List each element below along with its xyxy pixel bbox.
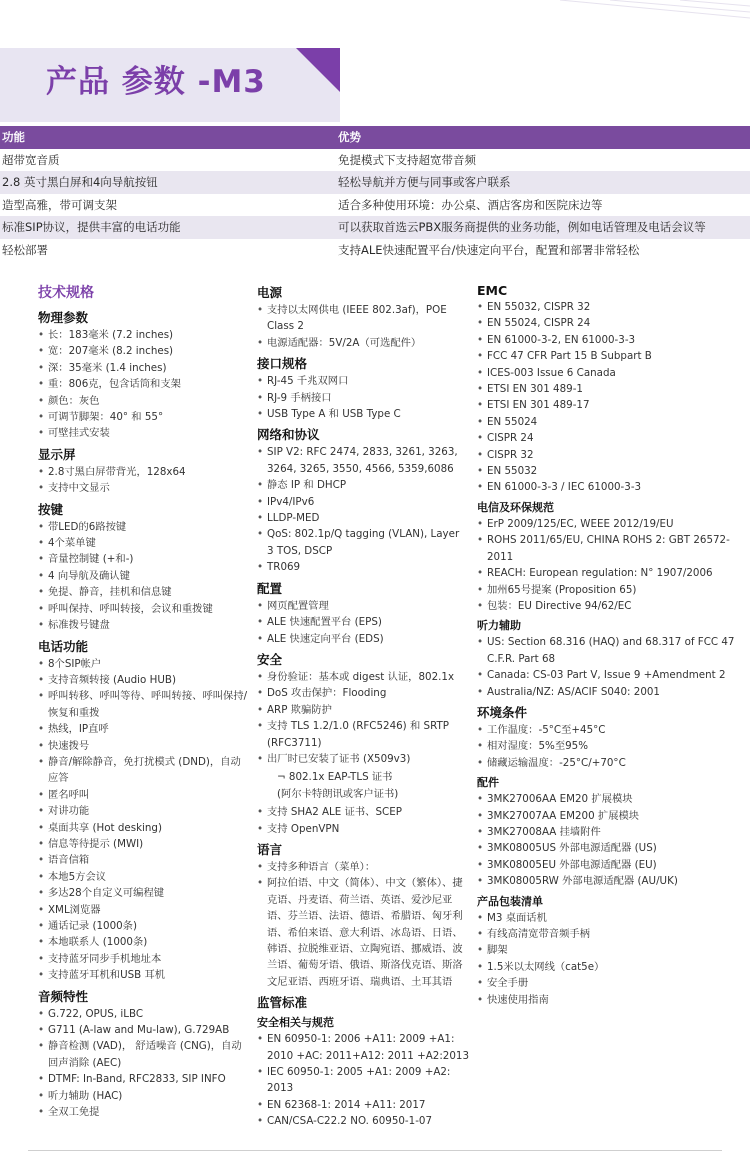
spec-item: • 带LED的6路按键 <box>38 519 248 535</box>
spec-item: • 身份验证：基本或 digest 认证，802.1x <box>257 669 469 685</box>
spec-item: • 3MK27008AA 挂墙附件 <box>477 824 747 840</box>
spec-item: • 重：806克，包含话筒和支架 <box>38 376 248 392</box>
spec-list <box>257 1031 469 1129</box>
spec-list <box>257 444 469 575</box>
spec-list <box>477 910 747 1008</box>
spec-item: • US: Section 68.316 (HAQ) and 68.317 of FCC 47 C.F.R. Part 68 <box>477 634 747 667</box>
spec-item: • 音量控制键 (+和-) <box>38 551 248 567</box>
spec-item: • 宽：207毫米 (8.2 inches) <box>38 343 248 359</box>
spec-item: • 支持蓝牙同步手机地址本 <box>38 951 248 967</box>
spec-list <box>477 634 747 700</box>
spec-item: • 匿名呼叫 <box>38 787 248 803</box>
spec-item: • 3MK08005EU 外部电源适配器 (EU) <box>477 857 747 873</box>
section-title: 物理参数 <box>38 310 89 325</box>
spec-item: • 阿拉伯语、中文（简体）、中文（繁体）、捷克语、丹麦语、荷兰语、英语、爱沙尼亚语、芬兰语、法语、德语、希腊语、匈牙利语、希伯来语、意大利语、冰岛语、日语、韩语、拉脱维亚语、立陶宛语、挪威语、波兰语、葡萄牙语、俄语、斯洛伐克语、斯洛文尼亚语、西班牙语、瑞典语、土耳其语 <box>257 875 469 990</box>
spec-item: • 3MK27006AA EM20 扩展模块 <box>477 791 747 807</box>
spec-item: • ARP 欺骗防护 <box>257 702 469 718</box>
section-title: 环境条件 <box>477 704 528 720</box>
spec-item: • 3MK08005RW 外部电源适配器 (AU/UK) <box>477 873 747 889</box>
spec-item: • 支持多种语言（菜单）： <box>257 859 469 875</box>
spec-item: • 全双工免提 <box>38 1104 248 1120</box>
spec-item: • EN 60950-1: 2006 +A11: 2009 +A1: 2010 +AC: 2011+A12: 2011 +A2:2013 <box>257 1031 469 1064</box>
spec-list <box>257 859 469 990</box>
spec-item: (阿尔卡特朗讯或客户证书) <box>277 787 399 800</box>
spec-item: ¬ 802.1x EAP-TLS 证书 <box>277 771 393 784</box>
header-benefit: 优势 <box>338 130 361 144</box>
section-title: 电话功能 <box>38 638 89 654</box>
spec-item: • 深：35毫米 (1.4 inches) <box>38 360 248 376</box>
spec-item: • 静态 IP 和 DHCP <box>257 477 469 493</box>
section-title: 显示屏 <box>38 446 76 462</box>
spec-item: • Australia/NZ: AS/ACIF S040: 2001 <box>477 684 747 700</box>
spec-item: • TR069 <box>257 559 469 575</box>
spec-list <box>38 519 248 634</box>
section-title: 监管标准 <box>257 995 308 1011</box>
spec-item: • 支持 OpenVPN <box>257 821 469 837</box>
benefit-cell: 可以获取首选云PBX服务商提供的业务功能，例如电话管理及电话会议等 <box>338 220 706 235</box>
spec-item: • 2.8寸黑白屏带背光，128x64 <box>38 464 248 480</box>
spec-item: • IPv4/IPv6 <box>257 494 469 510</box>
specs-column-2 <box>257 280 469 1132</box>
spec-item: • Canada: CS-03 Part V, Issue 9 +Amendment 2 <box>477 667 747 683</box>
spec-item: • 颜色：灰色 <box>38 393 248 409</box>
title-corner-decoration <box>296 48 340 92</box>
spec-item: • 相对湿度：5%至95% <box>477 738 747 754</box>
section-title: 配置 <box>257 580 283 596</box>
spec-item: • 信息等待提示 (MWI) <box>38 836 248 852</box>
spec-item: • 加州65号提案 (Proposition 65) <box>477 582 747 598</box>
spec-item: • 储藏运输温度：-25°C/+70°C <box>477 755 747 771</box>
bottom-divider <box>28 1150 722 1151</box>
table-row <box>0 171 750 194</box>
spec-item: • EN 55024, CISPR 24 <box>477 315 747 331</box>
spec-item: • 呼叫转移、呼叫等待、呼叫转接、呼叫保持/恢复和重拨 <box>38 688 248 721</box>
spec-item: • RJ-45 千兆双网口 <box>257 373 469 389</box>
spec-list <box>257 804 469 837</box>
spec-item: • XML浏览器 <box>38 902 248 918</box>
section-title: 音频特性 <box>38 988 89 1004</box>
section-title: 电源 <box>257 285 283 300</box>
spec-item: • 可壁挂式安装 <box>38 425 248 441</box>
spec-item: • 1.5米以太网线（cat5e） <box>477 959 747 975</box>
spec-item: • 4个菜单键 <box>38 535 248 551</box>
benefit-cell: 免提模式下支持超宽带音频 <box>338 152 476 167</box>
spec-item: • 出厂时已安装了证书 (X509v3) <box>257 751 469 767</box>
spec-item: • IEC 60950-1: 2005 +A1: 2009 +A2: 2013 <box>257 1064 469 1097</box>
spec-item: • 安全手册 <box>477 975 747 991</box>
spec-item: • 支持以太网供电 (IEEE 802.3af)，POE Class 2 <box>257 302 469 335</box>
spec-item: • 通话记录 (1000条) <box>38 918 248 934</box>
spec-list <box>257 598 469 647</box>
spec-item: • 本地5方会议 <box>38 869 248 885</box>
spec-item: • 热线，IP直呼 <box>38 721 248 737</box>
spec-item: • 脚架 <box>477 942 747 958</box>
spec-item: • FCC 47 CFR Part 15 B Subpart B <box>477 348 747 364</box>
header-feature: 功能 <box>2 130 25 144</box>
spec-item: • EN 55032 <box>477 463 747 479</box>
spec-list <box>257 769 469 802</box>
spec-item: • REACH: European regulation: N° 1907/2006 <box>477 565 747 581</box>
table-row <box>0 239 750 262</box>
specs-column-1 <box>38 280 248 1122</box>
benefit-cell: 适合多种使用环境：办公桌、酒店客房和医院床边等 <box>338 197 603 212</box>
spec-item: • EN 55032, CISPR 32 <box>477 299 747 315</box>
spec-item: • DTMF: In-Band, RFC2833, SIP INFO <box>38 1071 248 1087</box>
spec-list <box>257 302 469 351</box>
section-title: 网络和协议 <box>257 427 320 443</box>
spec-item: • 静音检测 (VAD)， 舒适噪音 (CNG)，自动回声消除 (AEC) <box>38 1038 248 1071</box>
spec-list <box>477 722 747 771</box>
spec-item: • 免提、静音，挂机和信息键 <box>38 584 248 600</box>
spec-item: • 3MK08005US 外部电源适配器 (US) <box>477 840 747 856</box>
spec-item: • QoS: 802.1p/Q tagging (VLAN), Layer 3 TOS, DSCP <box>257 526 469 559</box>
spec-list <box>477 516 747 614</box>
spec-list <box>38 327 248 442</box>
table-row <box>0 194 750 217</box>
spec-item: • USB Type A 和 USB Type C <box>257 406 469 422</box>
spec-item: • EN 62368-1: 2014 +A11: 2017 <box>257 1097 469 1113</box>
spec-item: • ALE 快速配置平台 (EPS) <box>257 614 469 630</box>
top-decoration-lines <box>0 0 750 48</box>
spec-item: • G.722, OPUS, iLBC <box>38 1006 248 1022</box>
spec-item: • 4 向导航及确认键 <box>38 568 248 584</box>
spec-item: • 有线高清宽带音频手柄 <box>477 926 747 942</box>
spec-item: • 支持中文显示 <box>38 480 248 496</box>
spec-list <box>38 1006 248 1121</box>
spec-item: • 工作温度：-5°C至+45°C <box>477 722 747 738</box>
specs-title: 技术规格 <box>38 285 94 301</box>
spec-item: • 本地联系人 (1000条) <box>38 934 248 950</box>
feature-cell: 标准SIP协议，提供丰富的电话功能 <box>2 220 181 235</box>
spec-item: • ROHS 2011/65/EU, CHINA ROHS 2: GBT 26572-2011 <box>477 532 747 565</box>
feature-cell: 超带宽音质 <box>2 152 60 167</box>
spec-item: • 多达28个自定义可编程键 <box>38 885 248 901</box>
spec-item: • RJ-9 手柄接口 <box>257 390 469 406</box>
section-title: EMC <box>477 283 508 298</box>
spec-item: • EN 55024 <box>477 414 747 430</box>
benefit-cell: 轻松导航并方便与同事或客户联系 <box>338 175 511 190</box>
spec-item: • 对讲功能 <box>38 803 248 819</box>
spec-item: • 3MK27007AA EM200 扩展模块 <box>477 808 747 824</box>
spec-item: • 8个SIP帐户 <box>38 656 248 672</box>
benefit-cell: 支持ALE快速配置平台/快速定向平台，配置和部署非常轻松 <box>338 242 640 257</box>
spec-item: • 长：183毫米 (7.2 inches) <box>38 327 248 343</box>
table-row <box>0 149 750 172</box>
feature-cell: 造型高雅，带可调支架 <box>2 197 117 212</box>
spec-item: • CISPR 24 <box>477 430 747 446</box>
spec-item: • 听力辅助 (HAC) <box>38 1088 248 1104</box>
spec-list <box>477 299 747 496</box>
spec-item: • G711 (A-law and Mu-law), G.729AB <box>38 1022 248 1038</box>
spec-item: • CISPR 32 <box>477 447 747 463</box>
spec-item: • 可调节脚架：40° 和 55° <box>38 409 248 425</box>
section-title: 接口规格 <box>257 356 308 372</box>
specs-column-3 <box>477 280 747 1010</box>
spec-item: • 支持蓝牙耳机和USB 耳机 <box>38 967 248 983</box>
section-title: 安全 <box>257 651 283 667</box>
spec-item: • EN 61000-3-3 / IEC 61000-3-3 <box>477 479 747 495</box>
feature-cell: 2.8 英寸黑白屏和4向导航按钮 <box>2 175 158 190</box>
spec-item: • 桌面共享 (Hot desking) <box>38 820 248 836</box>
spec-item: • 支持 TLS 1.2/1.0 (RFC5246) 和 SRTP (RFC3711) <box>257 718 469 751</box>
page-title: 产品 参数 -M3 <box>46 64 266 100</box>
subsection-title: 产品包装清单 <box>477 894 543 908</box>
spec-item: • ETSI EN 301 489-17 <box>477 397 747 413</box>
spec-list <box>257 669 469 767</box>
spec-item: • 支持 SHA2 ALE 证书、SCEP <box>257 804 469 820</box>
spec-item: • ALE 快速定向平台 (EDS) <box>257 631 469 647</box>
table-row <box>0 216 750 239</box>
spec-item: • 支持音频转接 (Audio HUB) <box>38 672 248 688</box>
spec-item: • 包装：EU Directive 94/62/EC <box>477 598 747 614</box>
spec-item: • 电源适配器：5V/2A（可选配件） <box>257 335 469 351</box>
spec-item: • M3 桌面话机 <box>477 910 747 926</box>
spec-item: • ICES-003 Issue 6 Canada <box>477 365 747 381</box>
spec-item: • EN 61000-3-2, EN 61000-3-3 <box>477 332 747 348</box>
spec-list <box>38 656 248 984</box>
spec-item: • 标准拨号键盘 <box>38 617 248 633</box>
spec-item: • CAN/CSA-C22.2 NO. 60950-1-07 <box>257 1113 469 1129</box>
spec-item: • 语音信箱 <box>38 852 248 868</box>
spec-item: • LLDP-MED <box>257 510 469 526</box>
subsection-title: 安全相关与规范 <box>257 1016 334 1030</box>
subsection-title: 电信及环保规范 <box>477 500 554 514</box>
spec-list <box>257 373 469 422</box>
features-table-header <box>0 126 750 149</box>
subsection-title: 听力辅助 <box>477 619 521 633</box>
spec-item: • SIP V2: RFC 2474, 2833, 3261, 3263, 3264, 3265, 3550, 4566, 5359,6086 <box>257 444 469 477</box>
spec-item: • 快速拨号 <box>38 738 248 754</box>
section-title: 按键 <box>38 501 64 517</box>
spec-list <box>477 791 747 889</box>
feature-cell: 轻松部署 <box>2 242 48 257</box>
spec-list <box>38 464 248 497</box>
spec-item: • 快速使用指南 <box>477 992 747 1008</box>
spec-item: • 网页配置管理 <box>257 598 469 614</box>
spec-item: • ErP 2009/125/EC, WEEE 2012/19/EU <box>477 516 747 532</box>
spec-item: • ETSI EN 301 489-1 <box>477 381 747 397</box>
section-title: 语言 <box>257 841 283 857</box>
features-table <box>0 126 750 262</box>
subsection-title: 配件 <box>477 776 499 790</box>
spec-item: • DoS 攻击保护：Flooding <box>257 685 469 701</box>
spec-item: • 静音/解除静音，免打扰模式 (DND)，自动应答 <box>38 754 248 787</box>
spec-item: • 呼叫保持、呼叫转接，会议和重拨键 <box>38 601 248 617</box>
